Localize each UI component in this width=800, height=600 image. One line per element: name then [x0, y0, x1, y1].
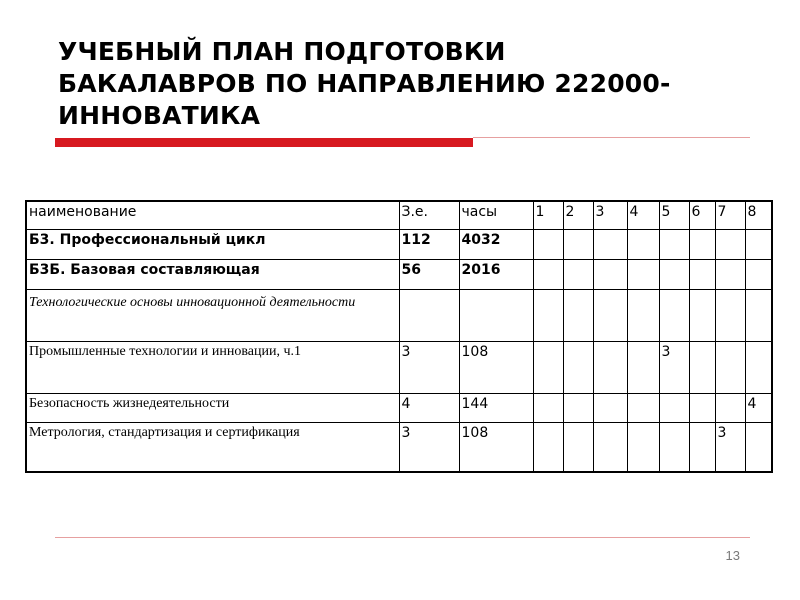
cell-credits: 56	[399, 259, 459, 289]
cell-sem	[563, 341, 593, 393]
cell-name: Технологические основы инновационной деятельности	[26, 289, 399, 341]
cell-sem	[533, 422, 563, 472]
cell-sem	[745, 341, 772, 393]
cell-name: Б3. Профессиональный цикл	[26, 229, 399, 259]
cell-sem	[563, 393, 593, 422]
cell-sem	[627, 341, 659, 393]
cell-sem	[659, 259, 689, 289]
table-row	[26, 422, 772, 472]
cell-name: Безопасность жизнедеятельности	[26, 393, 399, 422]
title-line: ИННОВАТИКА	[58, 101, 261, 130]
cell-sem	[689, 289, 715, 341]
cell-sem: 3	[659, 341, 689, 393]
accent-bar	[55, 138, 473, 147]
cell-sem	[627, 393, 659, 422]
cell-sem	[715, 393, 745, 422]
cell-sem	[659, 229, 689, 259]
cell-sem	[745, 259, 772, 289]
cell-sem	[533, 259, 563, 289]
cell-sem	[627, 289, 659, 341]
header-cell-sem: 4	[627, 201, 659, 229]
cell-credits: 4	[399, 393, 459, 422]
cell-hours: 4032	[459, 229, 533, 259]
title-line: БАКАЛАВРОВ ПО НАПРАВЛЕНИЮ 222000-	[58, 69, 671, 98]
header-cell-sem: 2	[563, 201, 593, 229]
divider-top	[473, 137, 750, 138]
cell-sem	[627, 422, 659, 472]
cell-sem	[715, 289, 745, 341]
cell-sem	[563, 229, 593, 259]
cell-sem	[689, 341, 715, 393]
header-cell-name: наименование	[26, 201, 399, 229]
cell-sem	[563, 289, 593, 341]
cell-sem	[533, 393, 563, 422]
cell-hours: 144	[459, 393, 533, 422]
slide-number: 13	[725, 548, 740, 563]
cell-credits: 3	[399, 422, 459, 472]
table-row	[26, 341, 772, 393]
table-row	[26, 393, 772, 422]
cell-sem	[627, 259, 659, 289]
cell-sem	[593, 393, 627, 422]
header-cell-sem: 7	[715, 201, 745, 229]
cell-sem	[593, 422, 627, 472]
cell-sem	[659, 289, 689, 341]
cell-sem	[659, 393, 689, 422]
cell-credits: 3	[399, 341, 459, 393]
cell-name: Б3Б. Базовая составляющая	[26, 259, 399, 289]
cell-hours: 2016	[459, 259, 533, 289]
header-cell-sem: 6	[689, 201, 715, 229]
cell-sem	[593, 259, 627, 289]
cell-sem	[689, 422, 715, 472]
cell-sem	[715, 259, 745, 289]
cell-hours: 108	[459, 422, 533, 472]
cell-sem	[659, 422, 689, 472]
cell-sem	[533, 229, 563, 259]
cell-sem	[745, 289, 772, 341]
cell-credits: 112	[399, 229, 459, 259]
header-cell-sem: 1	[533, 201, 563, 229]
table-header-row	[26, 201, 772, 229]
cell-hours: 108	[459, 341, 533, 393]
cell-sem	[715, 229, 745, 259]
title-line: УЧЕБНЫЙ ПЛАН ПОДГОТОВКИ	[58, 37, 506, 66]
cell-sem	[689, 229, 715, 259]
cell-name: Метрология, стандартизация и сертификация	[26, 422, 399, 472]
cell-sem	[689, 259, 715, 289]
curriculum-table	[25, 200, 773, 473]
slide-title	[58, 36, 758, 132]
header-cell-hours: часы	[459, 201, 533, 229]
cell-name: Промышленные технологии и инновации, ч.1	[26, 341, 399, 393]
cell-sem	[593, 289, 627, 341]
header-cell-credits: З.е.	[399, 201, 459, 229]
table-row	[26, 229, 772, 259]
divider-bottom	[55, 537, 750, 538]
header-cell-sem: 5	[659, 201, 689, 229]
table-row	[26, 289, 772, 341]
cell-sem	[563, 422, 593, 472]
cell-sem	[689, 393, 715, 422]
cell-sem: 3	[715, 422, 745, 472]
header-cell-sem: 8	[745, 201, 772, 229]
cell-sem	[745, 229, 772, 259]
cell-sem	[627, 229, 659, 259]
cell-sem	[745, 422, 772, 472]
cell-hours	[459, 289, 533, 341]
cell-sem: 4	[745, 393, 772, 422]
header-cell-sem: 3	[593, 201, 627, 229]
cell-sem	[563, 259, 593, 289]
cell-sem	[593, 229, 627, 259]
cell-sem	[715, 341, 745, 393]
cell-credits	[399, 289, 459, 341]
cell-sem	[533, 341, 563, 393]
cell-sem	[593, 341, 627, 393]
table-row	[26, 259, 772, 289]
cell-sem	[533, 289, 563, 341]
